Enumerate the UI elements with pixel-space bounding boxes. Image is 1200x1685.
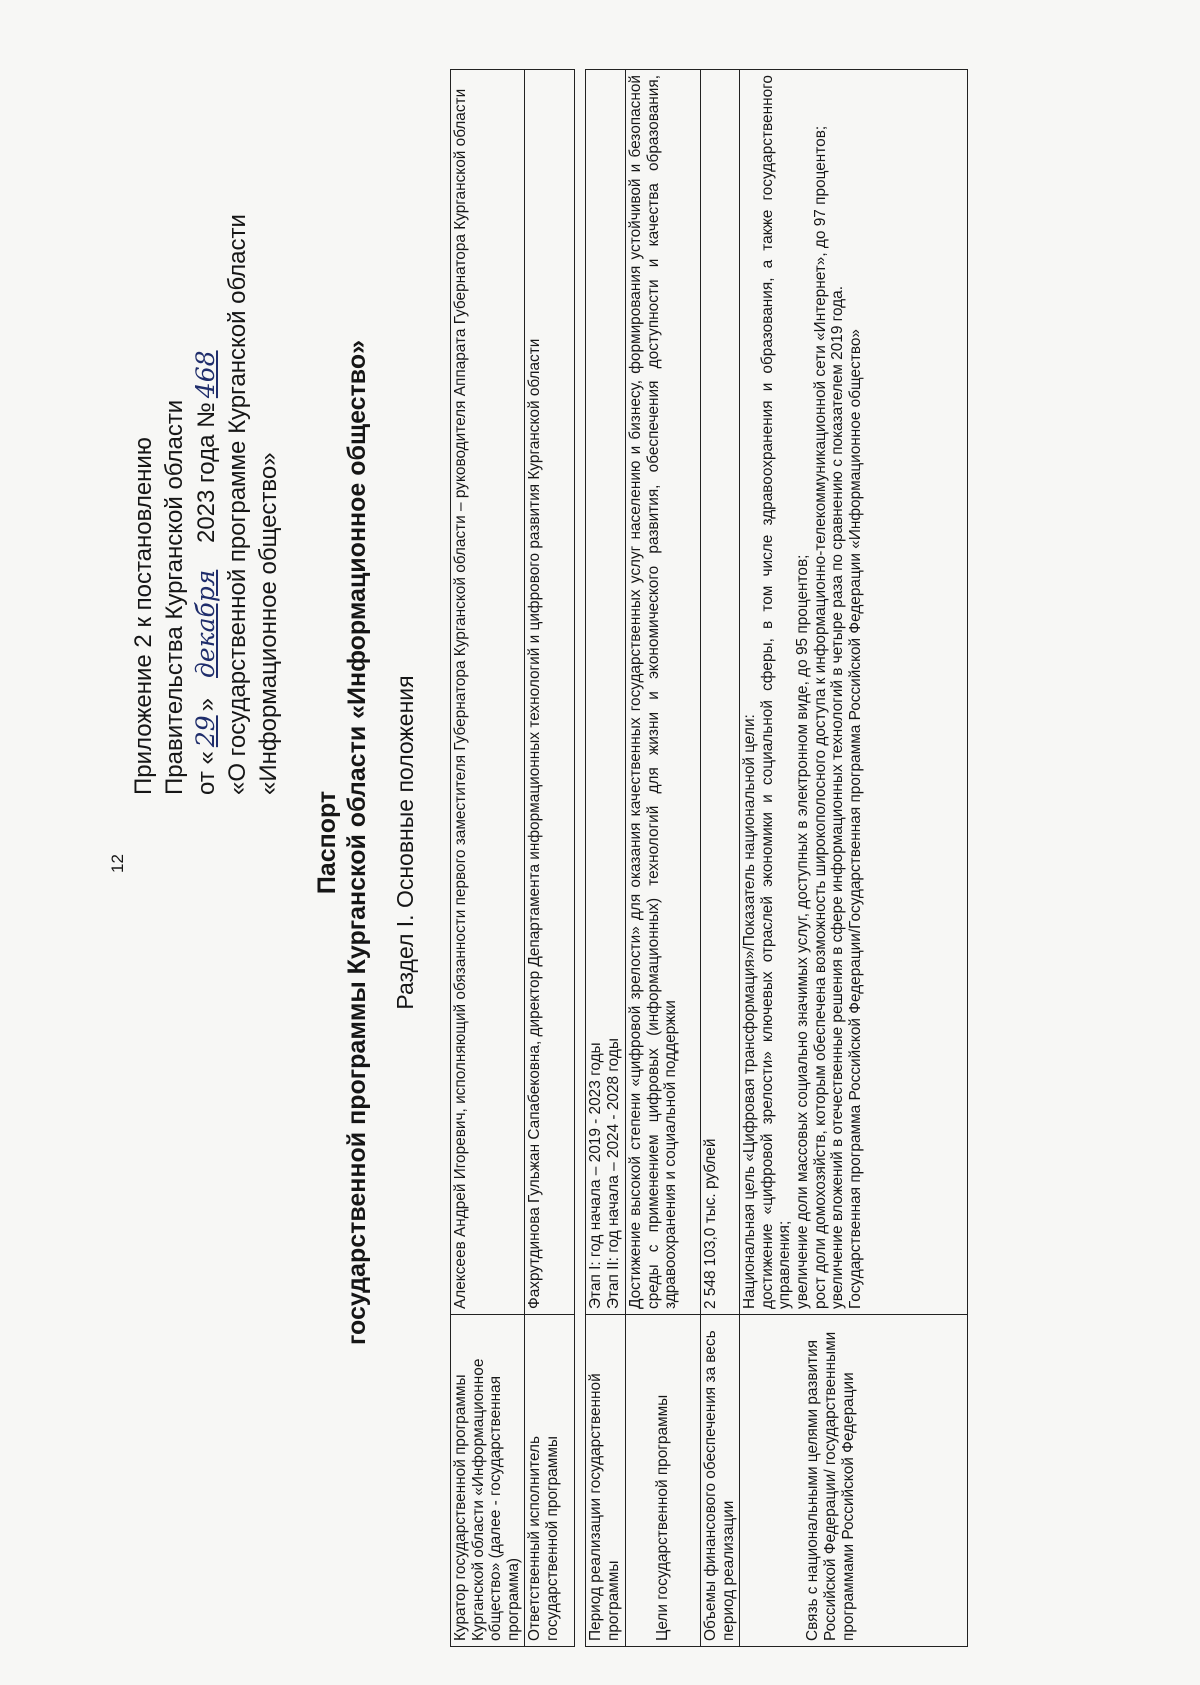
links-line-5: увеличение вложений в отечественные решения в сфере информационных технологий в четыре раза по сравнению с показателем 2019 года. bbox=[829, 286, 847, 1309]
goals-value: Достижение высокой степени «цифровой зрелости» для оказания качественных государственных услуг населению и бизнесу, формирования устойчивой и безопасной среды с применением цифровых (информационных) технологий для жизни и экономического развития, обеспечения доступности и качества образования, здравоохранения и социальной поддержки bbox=[626, 70, 701, 1315]
curator-value: Алексеев Андрей Игоревич, исполняющий обязанности первого заместителя Губернатора Курганской области – руководителя Аппарата Губернатора Курганской области bbox=[451, 70, 525, 1315]
curator-table bbox=[450, 69, 575, 1647]
curator-label: Куратор государственной программы Курганской области «Информационное общество» (далее - государственная программа) bbox=[451, 1315, 525, 1647]
handwritten-day: 29 bbox=[191, 715, 220, 748]
appendix-line-5: «Информационное общество» bbox=[255, 452, 282, 795]
appendix-line-4: «О государственной программе Курганской области bbox=[224, 214, 251, 795]
document-title bbox=[312, 0, 372, 1685]
handwritten-number: 468 bbox=[191, 350, 220, 399]
page-number: 12 bbox=[108, 854, 127, 873]
date-year: 2023 года № bbox=[193, 402, 220, 544]
links-value bbox=[740, 70, 968, 1315]
links-line-4: рост доли домохозяйств, которым обеспечена возможность широкополосного доступа к информационно-телекоммуникационной сети «Интернет», до 97 процентов; bbox=[811, 125, 829, 1309]
table-row bbox=[525, 70, 575, 1647]
funding-label: Объемы финансового обеспечения за весь период реализации bbox=[701, 1315, 740, 1647]
section-title: Раздел I. Основные положения bbox=[392, 675, 418, 1010]
table-row bbox=[451, 70, 525, 1647]
links-line-6: Государственная программа Российской Федерации/Государственная программа Российской Федерации «Информационное общество» bbox=[846, 329, 864, 1309]
title-line-2: государственной программы Курганской области «Информационное общество» bbox=[343, 339, 371, 1346]
handwritten-month: декабря bbox=[191, 569, 220, 678]
links-line-3: увеличение доли массовых социально значимых услуг, доступных в электронном виде, до 95 процентов; bbox=[793, 554, 811, 1309]
appendix-header bbox=[128, 35, 284, 795]
links-line-1: Национальная цель «Цифровая трансформация»/Показатель национальной цели: bbox=[741, 714, 759, 1309]
period-stage-1: Этап I: год начала – 2019 - 2023 годы bbox=[587, 1042, 604, 1309]
table-row bbox=[586, 70, 626, 1647]
appendix-line-2: Правительства Курганской области bbox=[161, 399, 188, 795]
main-provisions-table bbox=[585, 69, 968, 1647]
date-quote: » bbox=[193, 698, 220, 712]
executor-label: Ответственный исполнитель государственной программы bbox=[525, 1315, 575, 1647]
period-stage-2: Этап II: год начала – 2024 - 2028 годы bbox=[604, 1038, 622, 1309]
period-value bbox=[586, 70, 626, 1315]
table-row bbox=[626, 70, 701, 1647]
table-row bbox=[701, 70, 740, 1647]
executor-value: Фахрутдинова Гульжан Сапабековна, директор Департамента информационных технологий и цифрового развития Курганской области bbox=[525, 70, 575, 1315]
appendix-line-1: Приложение 2 к постановлению bbox=[130, 437, 157, 795]
links-line-2: достижение «цифровой зрелости» ключевых отраслей экономики и социальной сферы, в том числе здравоохранения и образования, а также государственного управления; bbox=[758, 75, 794, 1309]
table-row bbox=[740, 70, 968, 1647]
period-label: Период реализации государственной программы bbox=[586, 1315, 626, 1647]
funding-value: 2 548 103,0 тыс. рублей bbox=[701, 70, 740, 1315]
appendix-line-3 bbox=[190, 35, 222, 795]
links-label: Связь с национальными целями развития Российской Федерации/ государственными программами Российской Федерации bbox=[740, 1315, 968, 1647]
title-line-1: Паспорт bbox=[313, 790, 341, 895]
goals-label: Цели государственной программы bbox=[626, 1315, 701, 1647]
date-prefix: от « bbox=[193, 751, 220, 795]
